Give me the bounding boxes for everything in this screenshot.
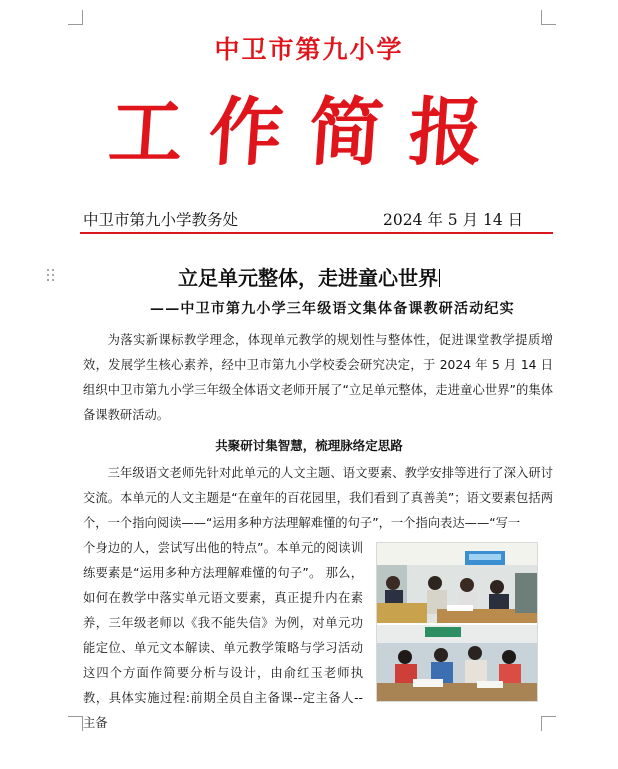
- paragraph-discussion-continued: 个身边的人，尝试写出他的特点”。本单元的阅读训练要素是“运用多种方法理解难懂的句子”。 那么，如何在教学中落实单元语文要素，真正提升内在素养，三年级老师以《我不能失信》为例，对单元功能定位、单元文本解读、单元教学策略与学习活动这四个方面作简要分析与设计，由俞红玉老师执教，具体实施过程:前期全员自主备课--定主备人--主备: [83, 541, 363, 730]
- issue-date: 2024 年 5 月 14 日: [383, 211, 524, 229]
- paragraph-discussion: 三年级语文老师先针对此单元的人文主题、语文要素、教学安排等进行了深入研讨交流。本单元的人文主题是“在童年的百花园里，我们看到了真善美”；语文要素包括两个，一个指向阅读——“运用多种方法理解难懂的句子”，一个指向表达——“写一: [83, 466, 553, 530]
- issuing-office: 中卫市第九小学教务处: [83, 211, 239, 229]
- crop-mark-bottom-left: [68, 716, 83, 731]
- activity-photo: [376, 542, 538, 702]
- crop-mark-top-right: [541, 10, 556, 25]
- bulletin-title: 工作简报: [105, 90, 513, 176]
- paragraph-intro: 为落实新课标教学理念，体现单元教学的规划性与整体性，促进课堂教学提质增效，发展学生核心素养，经中卫市第九小学校委会研究决定，于 2024 年 5 月 14 日组织中卫市第九小学三年级全体语文老师开展了“立足单元整体，走进童心世界”的集体备课教研活动。: [83, 333, 553, 422]
- section-heading: 共聚研讨集智慧，梳理脉络定思路: [215, 438, 403, 453]
- article-subtitle: ——中卫市第九小学三年级语文集体备课教研活动纪实: [150, 301, 515, 317]
- article-title-line[interactable]: [0, 262, 618, 291]
- article-title: 立足单元整体，走进童心世界: [178, 266, 438, 290]
- school-name: 中卫市第九小学: [214, 35, 404, 64]
- header-divider: [80, 232, 553, 234]
- text-cursor: [439, 269, 440, 287]
- crop-mark-bottom-right: [541, 716, 556, 731]
- crop-mark-top-left: [68, 10, 83, 25]
